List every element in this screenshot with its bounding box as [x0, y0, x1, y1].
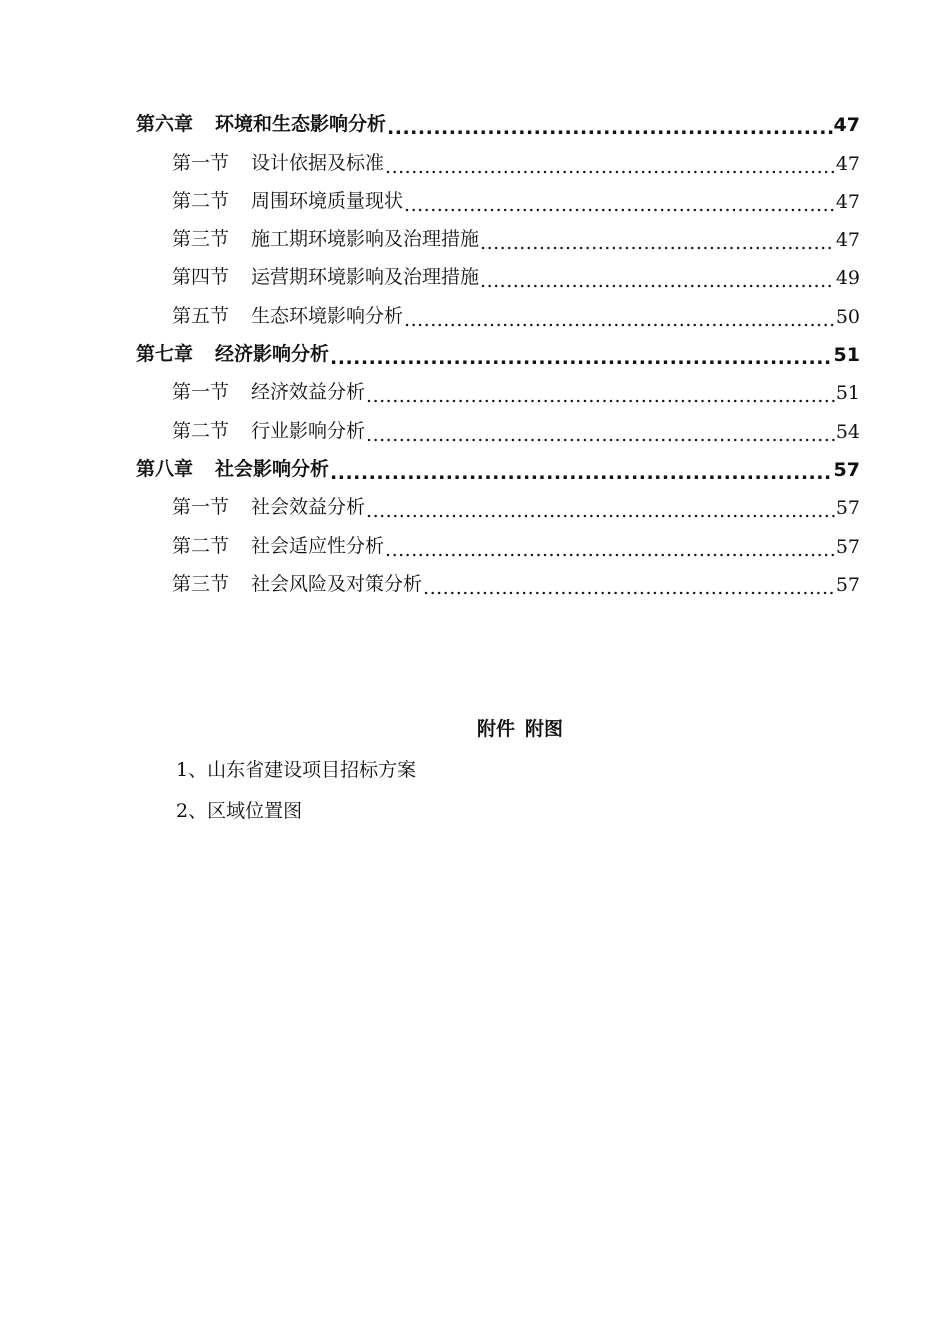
toc-leader-dots	[330, 347, 833, 366]
toc-entry-page: 57	[835, 497, 860, 520]
appendix-item: 2、区域位置图	[176, 800, 303, 822]
toc-entry-number: 第五节	[172, 304, 230, 327]
toc-entry-title: 社会风险及对策分析	[251, 572, 423, 595]
toc-entry-title: 社会适应性分析	[251, 534, 385, 557]
toc-entry-page: 47	[835, 152, 860, 175]
toc-entry-page: 47	[835, 190, 860, 213]
toc-entry-number: 第一节	[172, 496, 230, 519]
appendix-heading-part1: 附件	[476, 718, 515, 740]
toc-section-6-2[interactable]	[136, 175, 860, 213]
toc-section-6-5[interactable]	[136, 289, 860, 327]
toc-section-8-2[interactable]	[136, 519, 860, 557]
toc-entry-title: 施工期环境影响及治理措施	[251, 228, 480, 251]
toc-chapter-8[interactable]	[136, 443, 860, 481]
toc-chapter-6[interactable]	[136, 98, 860, 136]
toc-leader-dots	[385, 156, 835, 175]
toc-entry-title: 社会影响分析	[215, 457, 330, 480]
toc-entry-title: 周围环境质量现状	[251, 189, 404, 212]
toc-entry-title: 行业影响分析	[251, 419, 366, 442]
toc-entry-title: 运营期环境影响及治理措施	[251, 266, 480, 289]
toc-entry-page: 57	[835, 535, 860, 558]
appendix-heading-part2: 附图	[525, 718, 564, 740]
toc-leader-dots	[423, 577, 835, 596]
toc-entry-title: 社会效益分析	[251, 496, 366, 519]
toc-entry-page: 57	[833, 458, 860, 481]
toc-entry-number: 第四节	[172, 266, 230, 289]
appendix-heading	[0, 714, 950, 741]
toc-entry-number: 第三节	[172, 228, 230, 251]
toc-leader-dots	[385, 539, 835, 558]
toc-section-7-2[interactable]	[136, 404, 860, 442]
toc-entry-number: 第六章	[136, 113, 194, 136]
toc-entry-number: 第一节	[172, 381, 230, 404]
toc-section-8-1[interactable]	[136, 481, 860, 519]
toc-leader-dots	[366, 385, 835, 404]
toc-entry-title: 设计依据及标准	[251, 151, 385, 174]
toc-entry-page: 51	[833, 344, 860, 367]
toc-entry-page: 47	[835, 229, 860, 252]
toc-entry-page: 50	[835, 305, 860, 328]
toc-entry-page: 57	[835, 573, 860, 596]
toc-entry-number: 第二节	[172, 419, 230, 442]
toc-leader-dots	[480, 232, 835, 251]
toc-entry-page: 54	[835, 420, 860, 443]
toc-entry-title: 生态环境影响分析	[251, 304, 404, 327]
toc-entry-page: 47	[833, 114, 860, 137]
toc-leader-dots	[480, 270, 835, 289]
toc-entry-title: 环境和生态影响分析	[215, 113, 387, 136]
appendix-item: 1、山东省建设项目招标方案	[176, 759, 417, 781]
toc-entry-number: 第二节	[172, 534, 230, 557]
toc-chapter-7[interactable]	[136, 328, 860, 366]
toc-section-6-4[interactable]	[136, 251, 860, 289]
toc-leader-dots	[404, 194, 835, 213]
toc-leader-dots	[404, 309, 835, 328]
toc-leader-dots	[366, 424, 835, 443]
toc-entry-page: 51	[835, 382, 860, 405]
toc-entry-number: 第八章	[136, 457, 194, 480]
toc-section-6-3[interactable]	[136, 213, 860, 251]
toc-section-8-3[interactable]	[136, 558, 860, 596]
toc-entry-title: 经济影响分析	[215, 343, 330, 366]
toc-entry-title: 经济效益分析	[251, 381, 366, 404]
toc-entry-number: 第三节	[172, 572, 230, 595]
toc-leader-dots	[366, 500, 835, 519]
appendix-list	[176, 756, 416, 838]
table-of-contents	[136, 98, 860, 596]
toc-entry-number: 第二节	[172, 189, 230, 212]
toc-entry-number: 第七章	[136, 343, 194, 366]
toc-leader-dots	[387, 117, 833, 136]
toc-entry-number: 第一节	[172, 151, 230, 174]
toc-section-6-1[interactable]	[136, 136, 860, 174]
toc-section-7-1[interactable]	[136, 366, 860, 404]
toc-leader-dots	[330, 462, 833, 481]
toc-entry-page: 49	[835, 267, 860, 290]
